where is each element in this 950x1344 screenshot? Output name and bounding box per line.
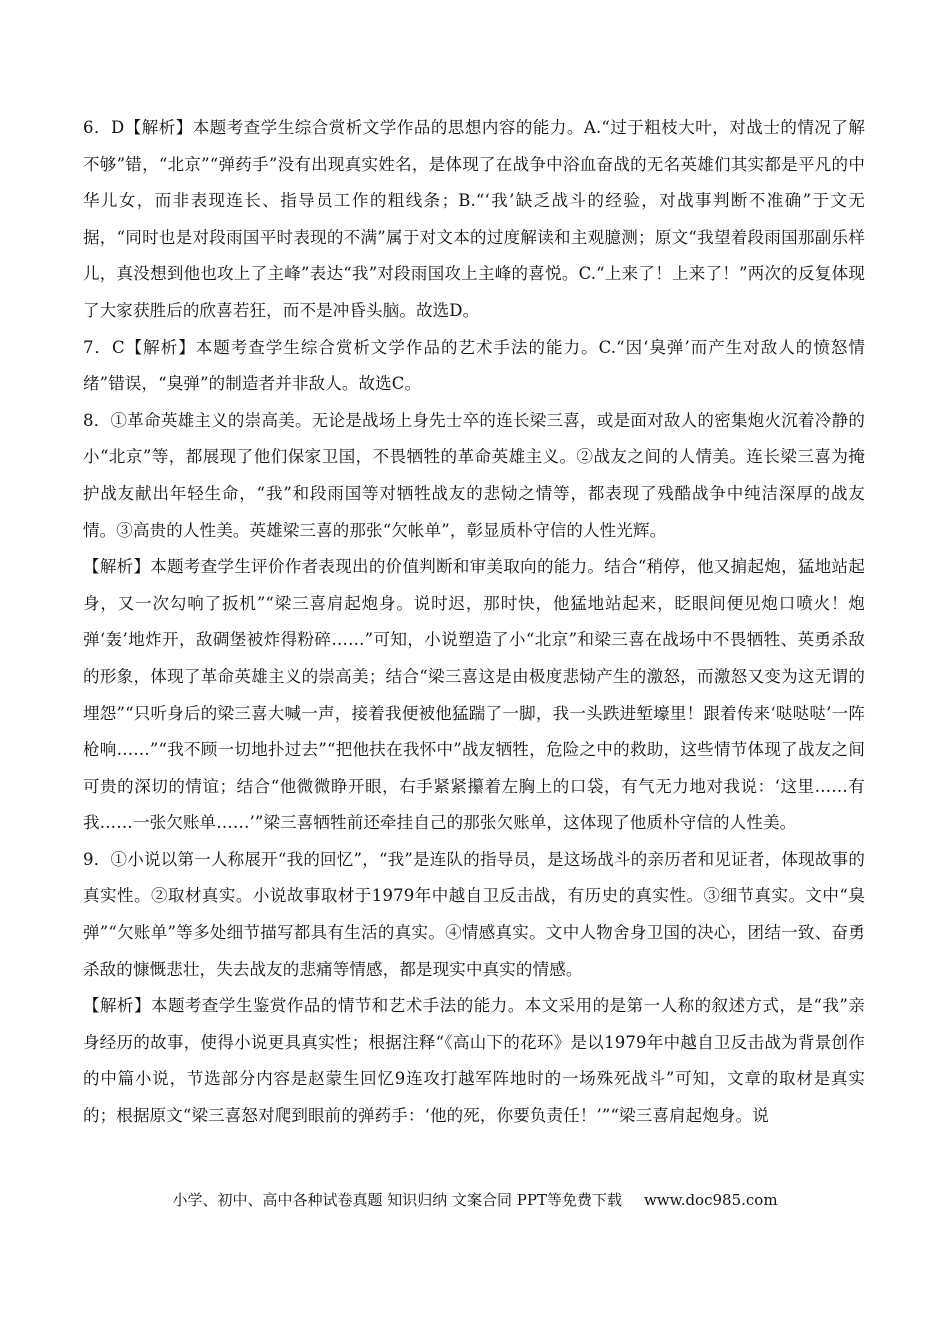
answer-8: 8．①革命英雄主义的崇高美。无论是战场上身先士卒的连长梁三喜，或是面对敌人的密集炮火沉着冷静的小“北京”等，都展现了他们保家卫国，不畏牺牲的革命英雄主义。②战友之间的人情美。连长梁三喜为掩护战友献出年轻生命，“我”和段雨国等对牺牲战友的悲恸之情等，都表现了残酷战争中纯洁深厚的战友情。③高贵的人性美。英雄梁三喜的那张“欠帐单”，彰显质朴守信的人性光辉。	[83, 410, 865, 540]
footer-text: 小学、初中、高中各种试卷真题 知识归纳 文案合同 PPT等免费下载	[172, 1191, 622, 1209]
answer-body	[83, 110, 865, 1135]
page-footer	[0, 1189, 950, 1211]
analysis-9: 【解析】本题考查学生鉴赏作品的情节和艺术手法的能力。本文采用的是第一人称的叙述方式，是“我”亲身经历的故事，使得小说更具真实性；根据注释“《高山下的花环》是以1979年中越自卫反击战为背景创作的中篇小说，节选部分内容是赵蒙生回忆9连攻打越军阵地时的一场殊死战斗”可知，文章的取材是真实的；根据原文“梁三喜怒对爬到眼前的弹药手：‘他的死，你要负责任！’”“梁三喜肩起炮身。说	[83, 996, 865, 1126]
answer-7: 7．C【解析】本题考查学生综合赏析文学作品的艺术手法的能力。C.“因‘臭弹’而产生对敌人的愤怒情绪”错误，“臭弹”的制造者并非敌人。故选C。	[83, 337, 865, 394]
analysis-8: 【解析】本题考查学生评价作者表现出的价值判断和审美取向的能力。结合“稍停，他又掮起炮，猛地站起身，又一次勾响了扳机”“梁三喜肩起炮身。说时迟，那时快，他猛地站起来，眨眼间便见炮口喷火！炮弹‘轰’地炸开，敌碉堡被炸得粉碎……”可知，小说塑造了小“北京”和梁三喜在战场中不畏牺牲、英勇杀敌的形象，体现了革命英雄主义的崇高美；结合“梁三喜这是由极度悲恸产生的激怒，而激怒又变为这无谓的埋怨”“只听身后的梁三喜大喊一声，接着我便被他猛踹了一脚，我一头跌进堑壕里！跟着传来‘哒哒哒’一阵枪响……”“我不顾一切地扑过去”“把他扶在我怀中”战友牺牲，危险之中的救助，这些情节体现了战友之间可贵的深切的情谊；结合“他微微睁开眼，右手紧紧攥着左胸上的口袋，有气无力地对我说：‘这里……有我……一张欠账单……’”梁三喜牺牲前还牵挂自己的那张欠账单，这体现了他质朴守信的人性美。	[83, 557, 865, 833]
answer-9: 9．①小说以第一人称展开“我的回忆”，“我”是连队的指导员，是这场战斗的亲历者和见证者，体现故事的真实性。②取材真实。小说故事取材于1979年中越自卫反击战，有历史的真实性。③细节真实。文中“臭弹”“欠账单”等多处细节描写都具有生活的真实。④情感真实。文中人物舍身卫国的决心，团结一致、奋勇杀敌的慷慨悲壮，失去战友的悲痛等情感，都是现实中真实的情感。	[83, 849, 865, 979]
answer-6: 6．D【解析】本题考查学生综合赏析文学作品的思想内容的能力。A.“过于粗枝大叶，对战士的情况了解不够”错，“北京”“弹药手”没有出现真实姓名，是体现了在战争中浴血奋战的无名英雄们其实都是平凡的中华儿女，而非表现连长、指导员工作的粗线条；B.“‘我’缺乏战斗的经验，对战事判断不准确”于文无据，“同时也是对段雨国平时表现的不满”属于对文本的过度解读和主观臆测；原文“我望着段雨国那副乐样儿，真没想到他也攻上了主峰”表达“我”对段雨国攻上主峰的喜悦。C.“上来了！上来了！”两次的反复体现了大家获胜后的欣喜若狂，而不是冲昏头脑。故选D。	[83, 118, 865, 320]
footer-url[interactable]: www.doc985.com	[643, 1191, 778, 1209]
